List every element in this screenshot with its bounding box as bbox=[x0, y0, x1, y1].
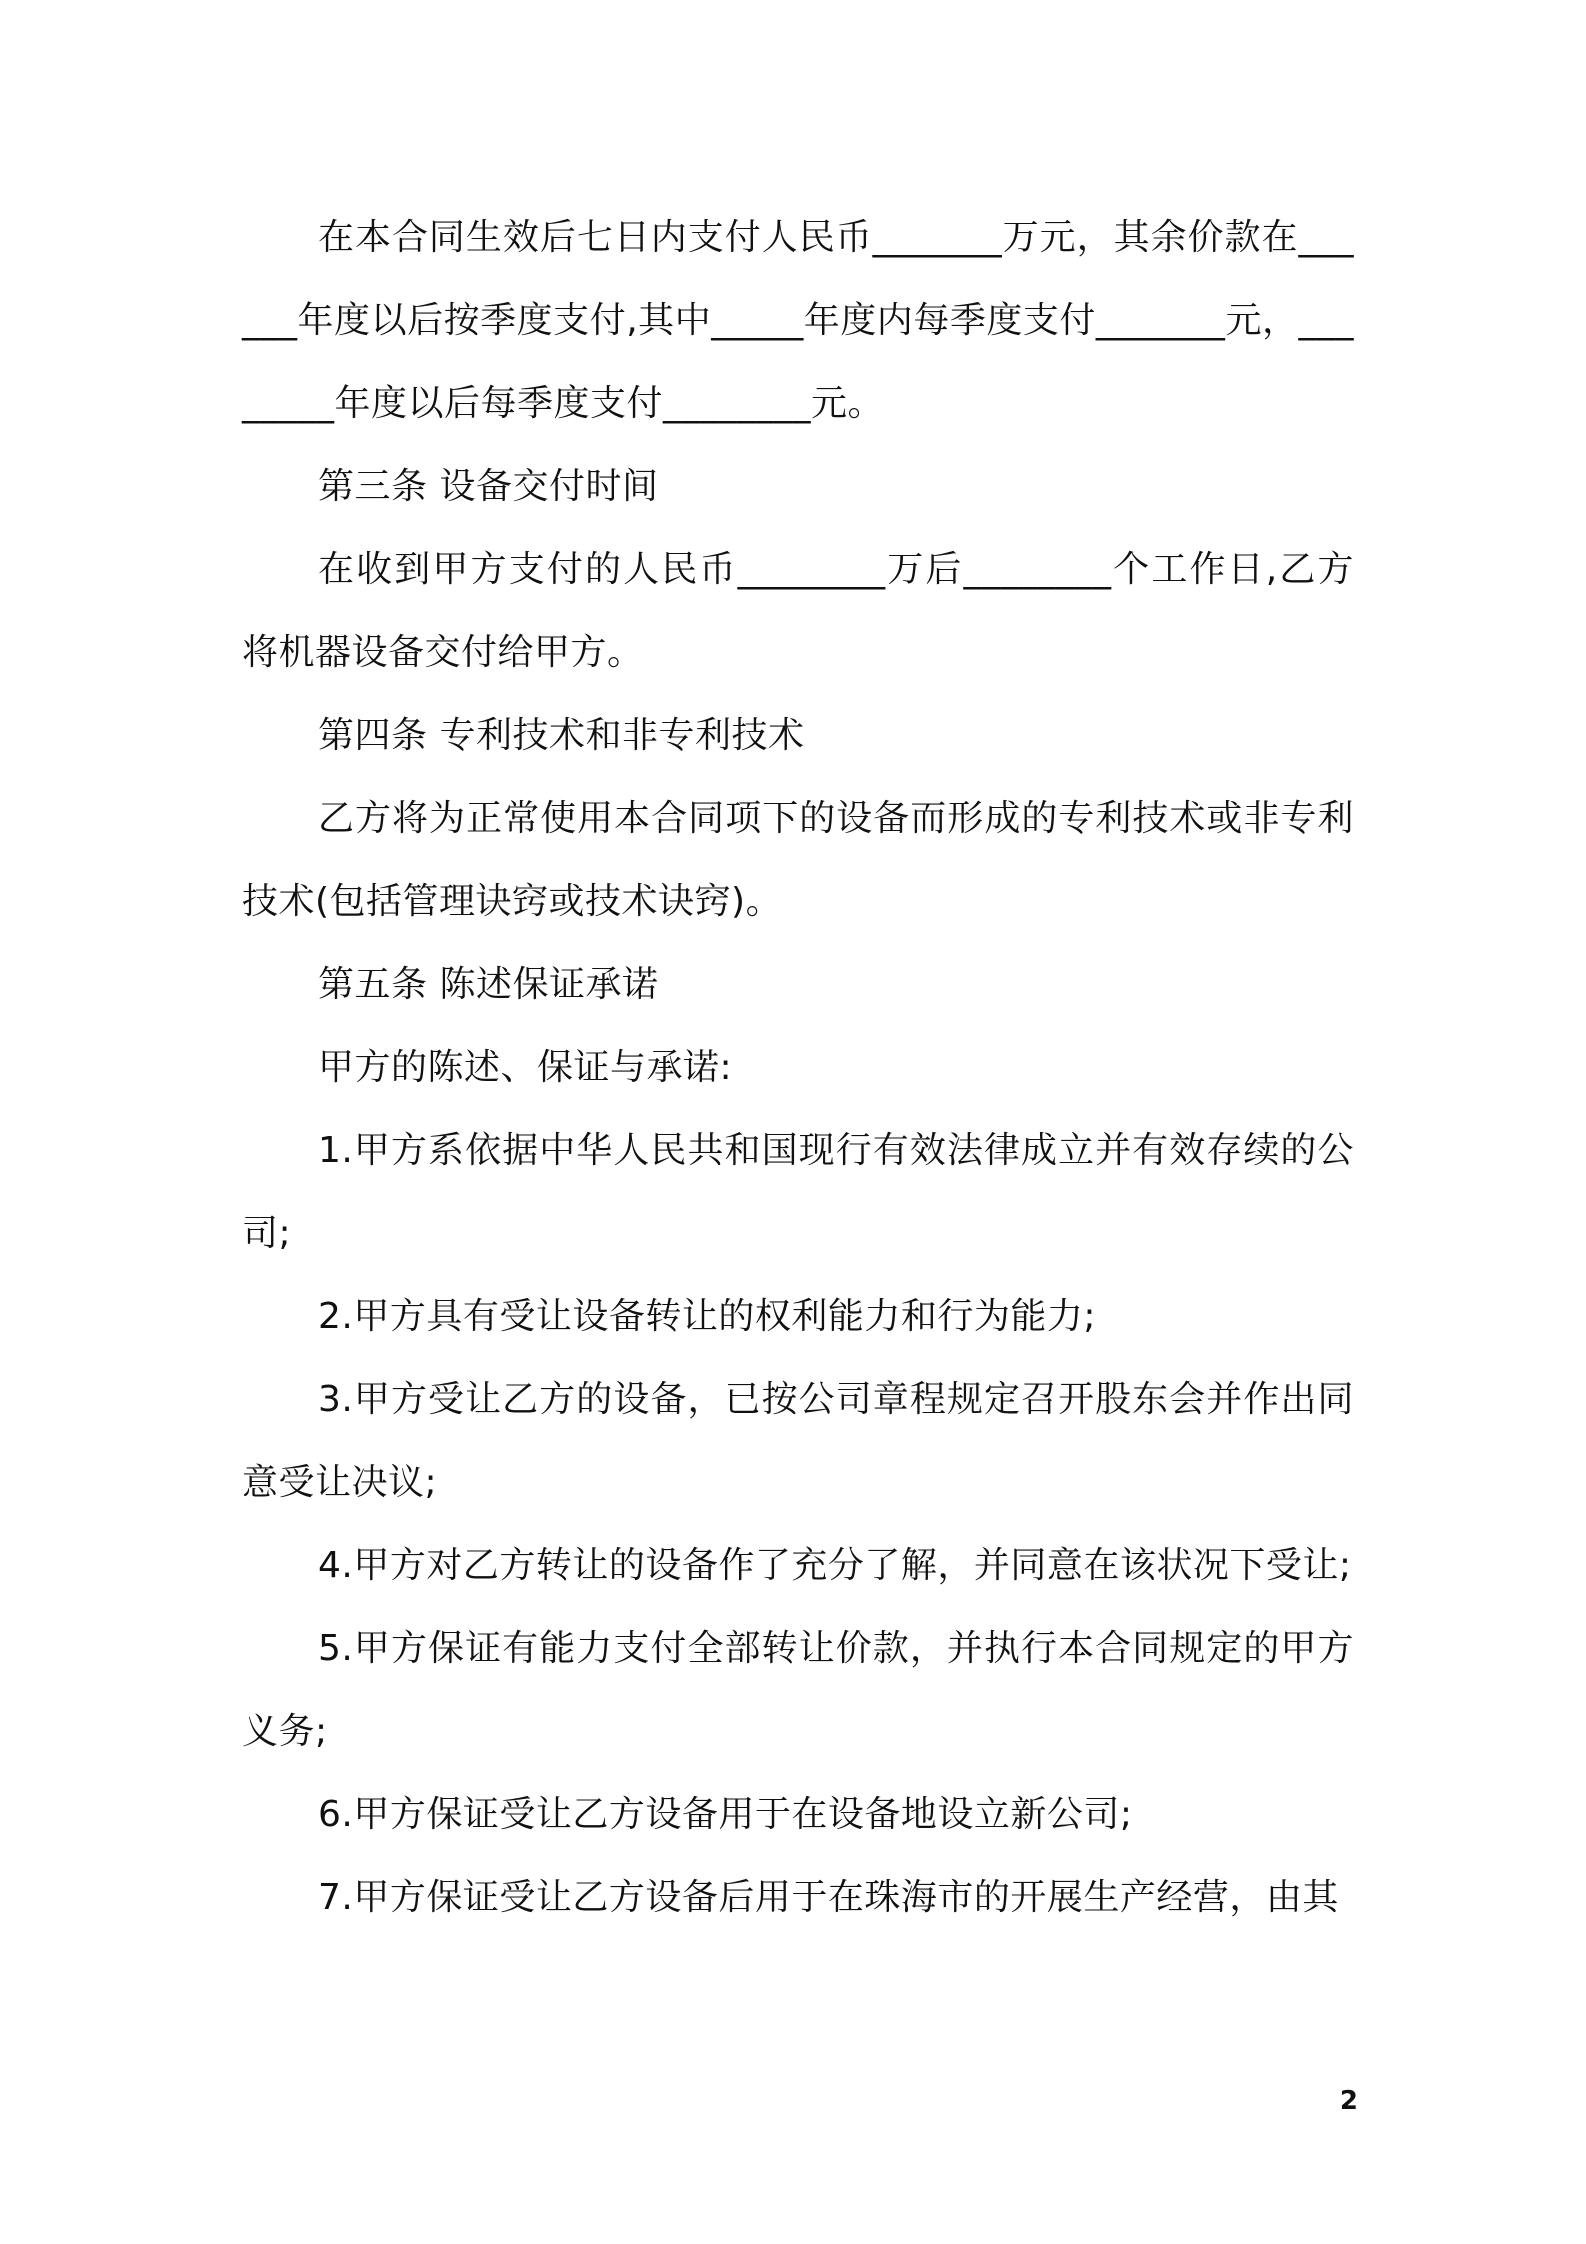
representation-item: 1.甲方系依据中华人民共和国现行有效法律成立并有效存续的公司; bbox=[242, 1130, 1354, 1254]
representation-item: 2.甲方具有受让设备转让的权利能力和行为能力; bbox=[318, 1296, 1096, 1337]
representation-item: 6.甲方保证受让乙方设备用于在设备地设立新公司; bbox=[318, 1794, 1133, 1835]
representation-item: 7.甲方保证受让乙方设备后用于在珠海市的开展生产经营，由其 bbox=[318, 1877, 1339, 1918]
article-4-heading: 第四条 专利技术和非专利技术 bbox=[318, 715, 805, 756]
document-body bbox=[242, 196, 1354, 1939]
representation-item: 4.甲方对乙方转让的设备作了充分了解，并同意在该状况下受让; bbox=[318, 1545, 1352, 1586]
patent-paragraph: 乙方将为正常使用本合同项下的设备而形成的专利技术或非专利技术(包括管理诀窍或技术诀窍)。 bbox=[242, 798, 1354, 922]
article-5-heading: 第五条 陈述保证承诺 bbox=[318, 964, 659, 1005]
payment-paragraph: 在本合同生效后七日内支付人民币_______万元，其余价款在______年度以后按季度支付,其中_____年度内每季度支付_______元，________年度以后每季度支付________元。 bbox=[242, 217, 1354, 424]
representation-item: 5.甲方保证有能力支付全部转让价款，并执行本合同规定的甲方义务; bbox=[242, 1628, 1354, 1752]
delivery-paragraph: 在收到甲方支付的人民币________万后________个工作日,乙方将机器设备交付给甲方。 bbox=[242, 549, 1354, 673]
page-number: 2 bbox=[1339, 2086, 1358, 2116]
article-3-heading: 第三条 设备交付时间 bbox=[318, 466, 659, 507]
representation-item: 3.甲方受让乙方的设备，已按公司章程规定召开股东会并作出同意受让决议; bbox=[242, 1379, 1354, 1503]
representations-intro: 甲方的陈述、保证与承诺: bbox=[318, 1047, 733, 1088]
